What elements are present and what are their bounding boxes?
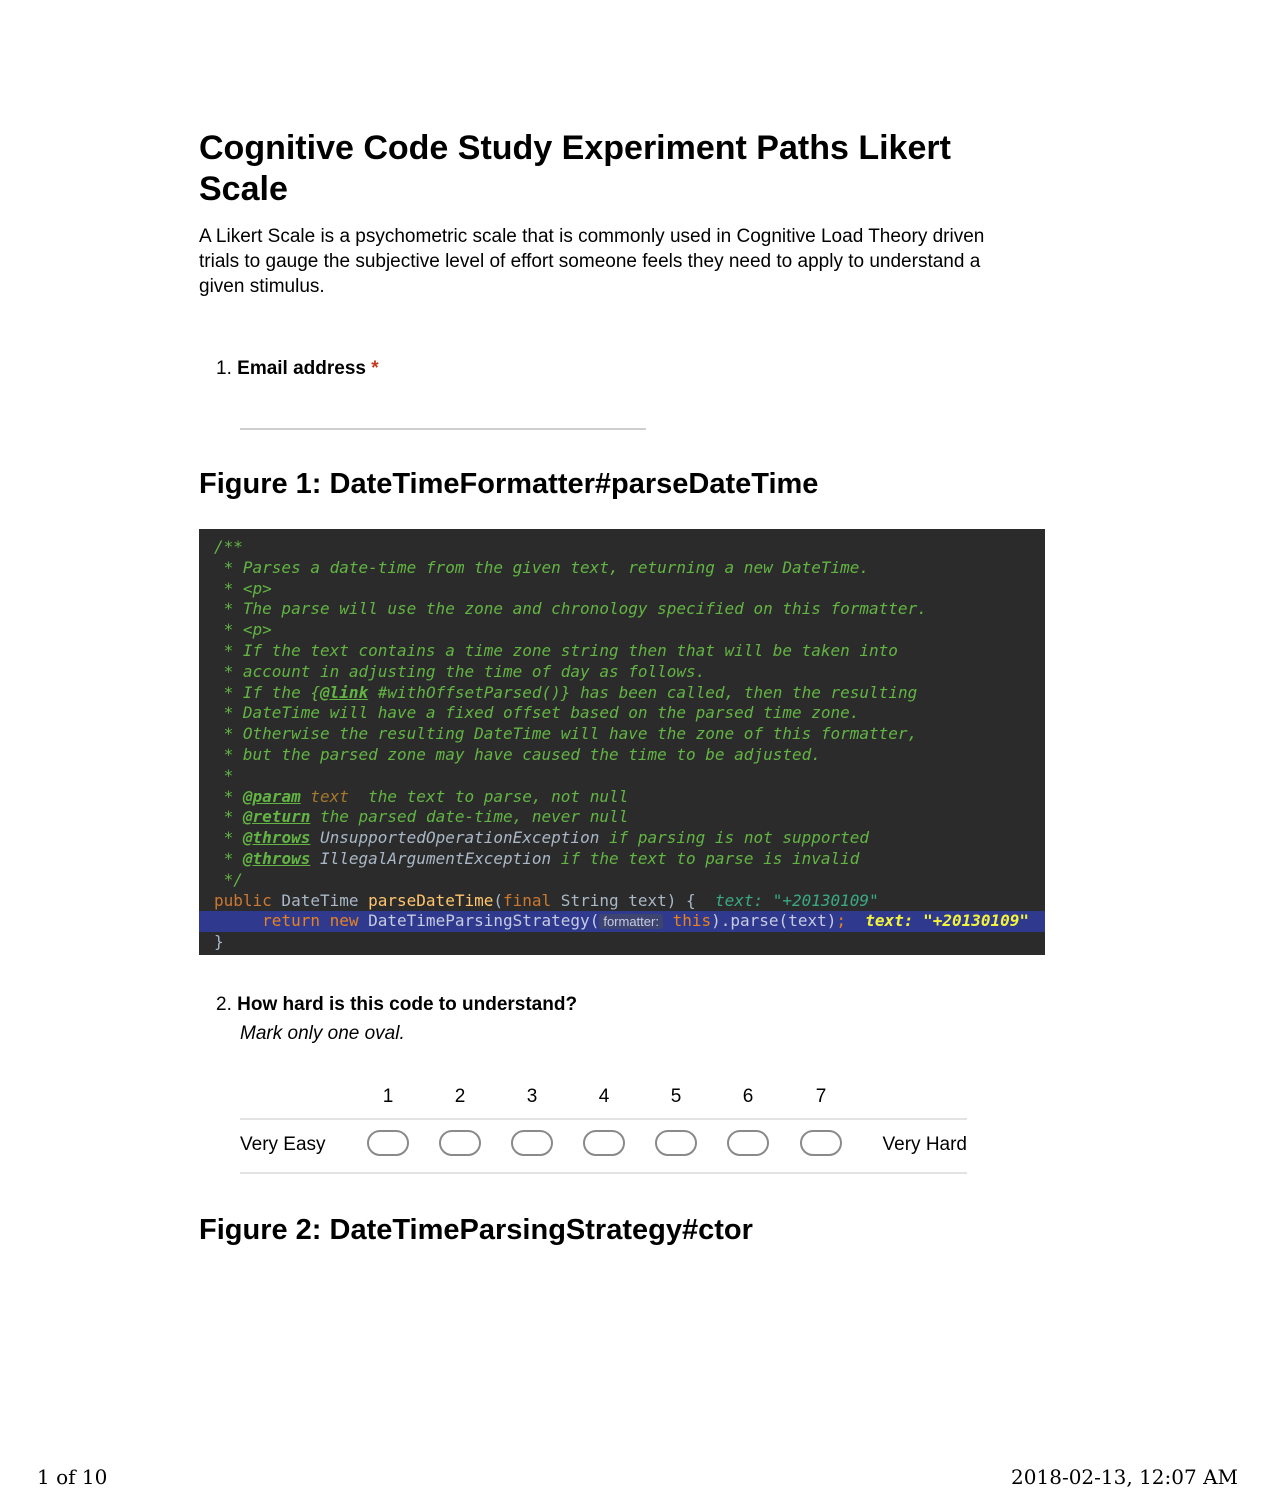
question-label: Email address bbox=[237, 358, 366, 379]
scale-number: 4 bbox=[598, 1086, 610, 1107]
code-line: } bbox=[214, 932, 224, 952]
scale-low-label: Very Easy bbox=[240, 1134, 326, 1155]
code-line: * account in adjusting the time of day as follows. bbox=[214, 661, 706, 681]
scale-numbers bbox=[240, 1078, 967, 1118]
code-line: /** bbox=[214, 537, 243, 556]
code-line: * Otherwise the resulting DateTime will have the zone of this formatter, bbox=[214, 724, 918, 744]
scale-high-label: Very Hard bbox=[882, 1134, 967, 1155]
code-line: * @param text the text to parse, not null bbox=[214, 786, 629, 806]
code-line: * @throws UnsupportedOperationException if parsing is not supported bbox=[214, 828, 870, 848]
scale-number: 1 bbox=[382, 1086, 394, 1107]
code-line: * @return the parsed date-time, never null bbox=[214, 807, 629, 827]
scale-row bbox=[240, 1118, 967, 1174]
print-datetime: 2018-02-13, 12:07 AM bbox=[1011, 1465, 1238, 1489]
page-title: Cognitive Code Study Experiment Paths Likert Scale bbox=[199, 129, 951, 208]
code-line: * DateTime will have a fixed offset based on the parsed time zone. bbox=[214, 703, 860, 723]
likert-scale bbox=[240, 1078, 967, 1174]
code-line: * <p> bbox=[214, 620, 272, 640]
form-content bbox=[199, 128, 1059, 1246]
parameter-hint: formatter: bbox=[599, 914, 663, 929]
scale-number: 7 bbox=[815, 1086, 827, 1107]
code-screenshot bbox=[199, 529, 1045, 955]
code-line: */ bbox=[214, 869, 243, 889]
question-difficulty bbox=[216, 994, 577, 1016]
code-line: * <p> bbox=[214, 578, 272, 598]
radio-oval-2[interactable] bbox=[439, 1130, 481, 1156]
code-line: * bbox=[214, 765, 234, 785]
figure-1-caption: Figure 1: DateTimeFormatter#parseDateTime bbox=[199, 468, 819, 500]
form-description: A Likert Scale is a psychometric scale that is commonly used in Cognitive Load Theory driven trials to gauge the subjective level of effort someone feels they need to apply to understand a given stimulus. bbox=[199, 226, 985, 297]
scale-number: 6 bbox=[742, 1086, 754, 1107]
question-number: 1. bbox=[216, 358, 232, 379]
radio-oval-3[interactable] bbox=[511, 1130, 553, 1156]
scale-number: 3 bbox=[526, 1086, 538, 1107]
figure-2-caption: Figure 2: DateTimeParsingStrategy#ctor bbox=[199, 1214, 753, 1246]
code-line: * Parses a date-time from the given text, returning a new DateTime. bbox=[214, 557, 870, 577]
code-line: * but the parsed zone may have caused the time to be adjusted. bbox=[214, 744, 821, 764]
required-marker: * bbox=[371, 358, 379, 379]
scale-number: 2 bbox=[454, 1086, 466, 1107]
code-line: * The parse will use the zone and chronology specified on this formatter. bbox=[214, 599, 927, 619]
page-number: 1 of 10 bbox=[37, 1465, 108, 1489]
code-line: * @throws IllegalArgumentException if the text to parse is invalid bbox=[214, 848, 860, 868]
question-number: 2. bbox=[216, 994, 232, 1015]
question-label: How hard is this code to understand? bbox=[237, 994, 578, 1015]
code-line-highlighted: return new DateTimeParsingStrategy( formatter: this).parse(text); text: "+20130109" bbox=[199, 911, 1045, 932]
radio-oval-7[interactable] bbox=[800, 1130, 842, 1156]
question-email bbox=[216, 358, 379, 380]
radio-oval-5[interactable] bbox=[655, 1130, 697, 1156]
code-line: * If the {@link #withOffsetParsed()} has been called, then the resulting bbox=[214, 682, 918, 702]
question-instruction: Mark only one oval. bbox=[240, 1023, 405, 1044]
radio-oval-1[interactable] bbox=[367, 1130, 409, 1156]
radio-oval-4[interactable] bbox=[583, 1130, 625, 1156]
radio-oval-6[interactable] bbox=[727, 1130, 769, 1156]
code-line: public DateTime parseDateTime(final String text) { text: "+20130109" bbox=[214, 890, 879, 910]
scale-number: 5 bbox=[670, 1086, 682, 1107]
code-line: * If the text contains a time zone string then that will be taken into bbox=[214, 640, 898, 660]
email-field[interactable] bbox=[240, 418, 646, 430]
